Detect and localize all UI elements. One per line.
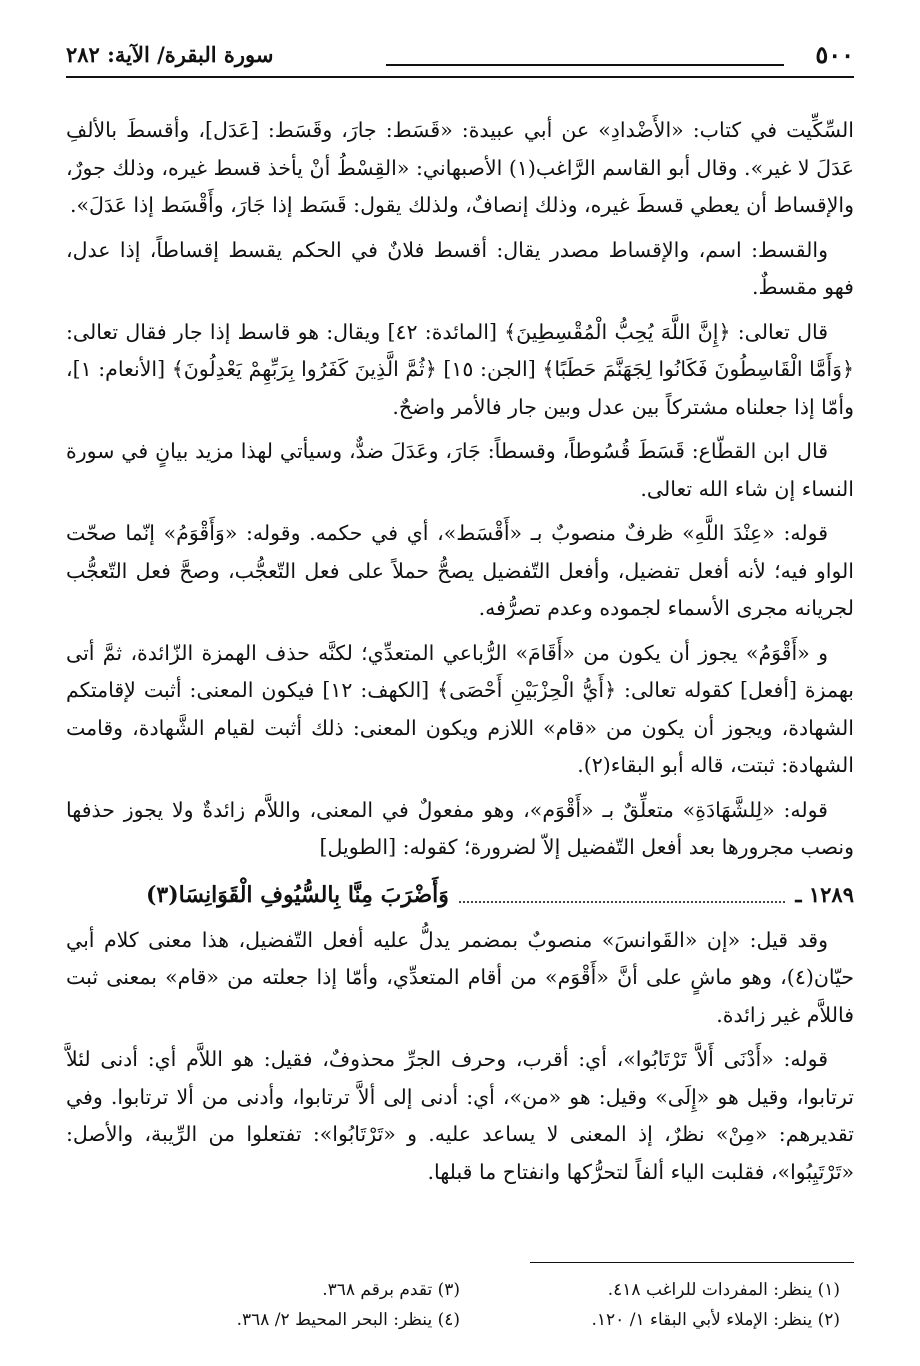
paragraph: قال ابن القطّاع: قَسَطَ قُسُوطاً، وقسطاً: جَارَ، وعَدَلَ ضدٌّ، وسيأتي لهذا مزيد بيانٍ في سورة النساء إن شاء الله تعالى. [66,439,854,501]
verse-dotted-leader [459,887,786,903]
page-body [66,112,854,1198]
paragraph: قوله: «أَدْنَى أَلاَّ تَرْتَابُوا»، أي: أقرب، وحرف الجرِّ محذوفٌ، فقيل: هو اللاَّم أي: أدنى لئلاَّ ترتابوا، وقيل هو «إِلَى» وقيل: هو «من»، أي: أدنى إلى ألاَّ ترتابوا، وأدنى من ألا ترتابوا. وفي تقديرهم: «مِنْ» نظرٌ، إذ المعنى لا يساعد عليه. و «تَرْتَابُوا»: تفتعلوا من الرِّيبة، والأصل: «تَرْتَيِبُوا»، فقلبت الياء ألفاً لتحرُّكها وانفتاح ما قبلها. [66,1047,854,1184]
footnote: (٣) تقدم برقم ٣٦٨. [322,1280,460,1300]
footnote: (٢) ينظر: الإملاء لأبي البقاء ١/ ١٢٠. [591,1310,840,1330]
surah-reference: سورة البقرة/ الآية: ٢٨٢ [66,42,274,67]
running-head [66,40,854,78]
verse-number: ١٢٨٩ ـ [795,882,854,907]
paragraph: السِّكِّيت في كتاب: «الأَضْدادِ» عن أبي عبيدة: «قَسَط: جارَ، وقَسَط: [عَدَل]، وأقسطَ بالألفِ عَدَلَ لا غير». وقال أبو القاسم الرَّاغب(١) الأصبهاني: «القِسْطُ أنْ يأخذ قسط غيره، وذلك جورٌ، والإقساط أن يعطي قسطَ غيره، وذلك إنصافٌ، ولذلك يقول: قَسَط إذا جَارَ، وأَقْسَط إذا عَدَلَ». [66,118,854,217]
footnotes [120,1278,840,1332]
paragraph: و «أَقْوَمُ» يجوز أن يكون من «أَقَامَ» الرُّباعي المتعدِّي؛ لكنَّه حذف الهمزة الزّائدة، ثمَّ أتى بهمزة [أفعل] كقوله تعالى: ﴿أَيُّ الْحِزْبَيْنِ أَحْصَى﴾ [الكهف: ١٢] فيكون المعنى: أثبت لإقامتكم الشهادة، ويجوز أن يكون من «قام» اللازم ويكون المعنى: ذلك أثبت لقيام الشَّهادة، وقامت الشهادة: ثبتت، قاله أبو البقاء(٢). [66,640,854,777]
poetry-verse [66,874,854,916]
page-number: ٥٠٠ [815,40,854,69]
footnote: (١) ينظر: المفردات للراغب ٤١٨. [607,1280,840,1300]
paragraph: قوله: «عِنْدَ اللَّهِ» ظرفٌ منصوبٌ بـ «أَقْسَط»، أي في حكمه. وقوله: «وَأَقْوَمُ» إنّما صحّت الواو فيه؛ لأنه أفعل تفضيل، وأفعل التّفضيل يصحُّ حملاً على فعل التّعجُّب، وصحَّ فعل التّعجُّب لجريانه مجرى الأسماء لجموده وعدم تصرُّفه. [66,521,854,620]
footnote: (٤) ينظر: البحر المحيط ٢/ ٣٦٨. [236,1310,460,1330]
header-rule [386,64,784,66]
paragraph: والقسط: اسم، والإقساط مصدر يقال: أقسط فلانٌ في الحكم يقسط إقساطاً، إذا عدل، فهو مقسطٌ. [66,237,854,299]
footnote-separator [530,1262,854,1263]
paragraph: قوله: «لِلشَّهَادَةِ» متعلِّقٌ بـ «أَقْوَم»، وهو مفعولٌ في المعنى، واللاَّم زائدةٌ ولا يجوز حذفها ونصب مجرورها بعد أفعل التّفضيل إلاّ لضرورة؛ كقوله: [الطويل] [66,797,854,859]
paragraph: وقد قيل: «إن «القَوانسَ» منصوبٌ بمضمر يدلُّ عليه أفعل التّفضيل، هذا معنى كلام أبي حيّان(٤)، وهو ماشٍ على أنَّ «أَقْوَم» من أقام المتعدِّي، وأمّا إذا جعلته من «قام» بمعنى ثبت فاللاَّم غير زائدة. [66,927,854,1027]
verse-text: وَأَضْرَبَ مِنَّا بِالسُّيُوفِ الْقَوَانِسَا(٣) [146,881,449,908]
paragraph: قال تعالى: ﴿إِنَّ اللَّهَ يُحِبُّ الْمُقْسِطِينَ﴾ [المائدة: ٤٢] ويقال: هو قاسط إذا جار فقال تعالى: ﴿وَأَمَّا الْقَاسِطُونَ فَكَانُوا لِجَهَنَّمَ حَطَبًا﴾ [الجن: ١٥] ﴿ثُمَّ الَّذِينَ كَفَرُوا بِرَبِّهِمْ يَعْدِلُونَ﴾ [الأنعام: ١]، وأمّا إذا جعلناه مشتركاً بين عدل وبين جار فالأمر واضحٌ. [66,319,854,419]
